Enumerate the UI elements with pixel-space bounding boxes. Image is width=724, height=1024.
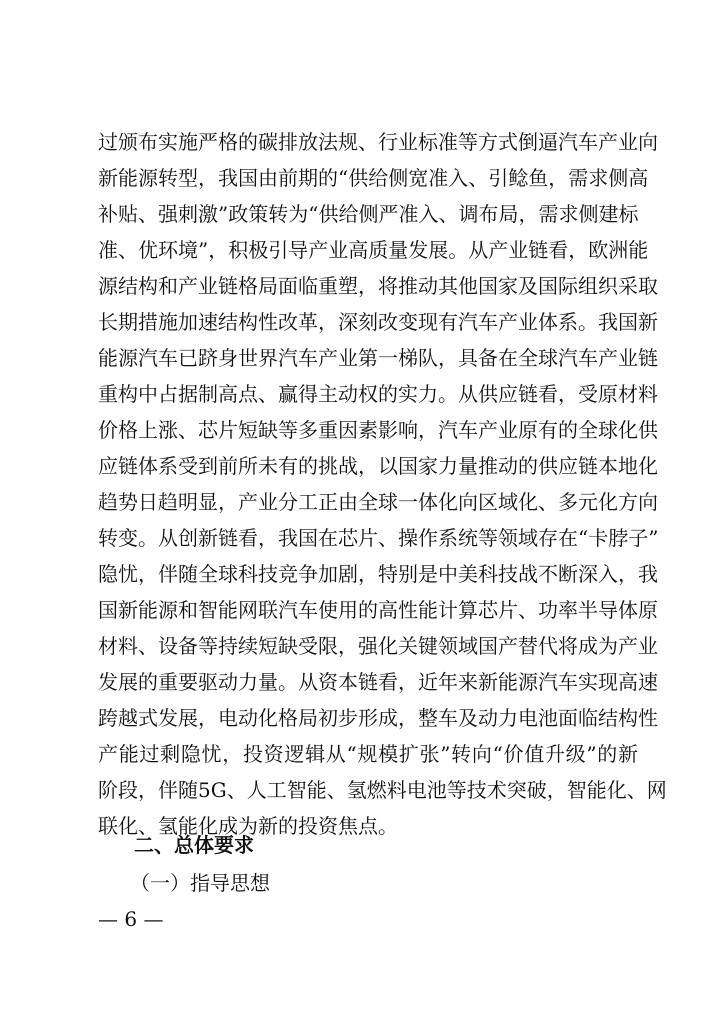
text-line: 趋势日趋明显，产业分工正由全球一体化向区域化、多元化方向: [98, 490, 658, 514]
text-line: 产能过剩隐忧，投资逻辑从“规模扩张”转向“价值升级”的新: [98, 742, 638, 766]
text-line: 准、优环境”，积极引导产业高质量发展。从产业链看，欧洲能: [98, 238, 649, 262]
text-line: 长期措施加速结构性改革，深刻改变现有汽车产业体系。我国新: [98, 310, 658, 334]
text-line: 国新能源和智能网联汽车使用的高性能计算芯片、功率半导体原: [98, 598, 658, 622]
text-line: 跨越式发展，电动化格局初步形成，整车及动力电池面临结构性: [98, 706, 658, 730]
text-line: 转变。从创新链看，我国在芯片、操作系统等领域存在“卡脖子”: [98, 526, 659, 550]
body-paragraph: [98, 124, 667, 844]
subsection-heading: （一）指导思想: [130, 871, 270, 895]
text-line: 阶段，伴随5G、人工智能、氢燃料电池等技术突破，智能化、网: [98, 778, 667, 802]
text-line: 过颁布实施严格的碳排放法规、行业标准等方式倒逼汽车产业向: [98, 130, 658, 154]
text-line: 发展的重要驱动力量。从资本链看，近年来新能源汽车实现高速: [98, 670, 658, 694]
text-line: 重构中占据制高点、赢得主动权的实力。从供应链看，受原材料: [98, 382, 658, 406]
text-line: 新能源转型，我国由前期的“供给侧宽准入、引鲶鱼，需求侧高: [98, 166, 649, 190]
text-line: 材料、设备等持续短缺受限，强化关键领域国产替代将成为产业: [98, 634, 658, 658]
text-line: 价格上涨、芯片短缺等多重因素影响，汽车产业原有的全球化供: [98, 418, 658, 442]
page-number: — 6 —: [98, 907, 164, 931]
text-line: 补贴、强刺激”政策转为“供给侧严准入、调布局，需求侧建标: [98, 202, 639, 226]
text-line: 应链体系受到前所未有的挑战，以国家力量推动的供应链本地化: [98, 454, 658, 478]
text-line: 隐忧，伴随全球科技竞争加剧，特别是中美科技战不断深入，我: [98, 562, 658, 586]
text-line: 联化、氢能化成为新的投资焦点。: [98, 814, 398, 838]
text-line: 源结构和产业链格局面临重塑，将推动其他国家及国际组织采取: [98, 274, 658, 298]
text-line: 能源汽车已跻身世界汽车产业第一梯队，具备在全球汽车产业链: [98, 346, 658, 370]
section-heading: 二、总体要求: [134, 833, 254, 857]
